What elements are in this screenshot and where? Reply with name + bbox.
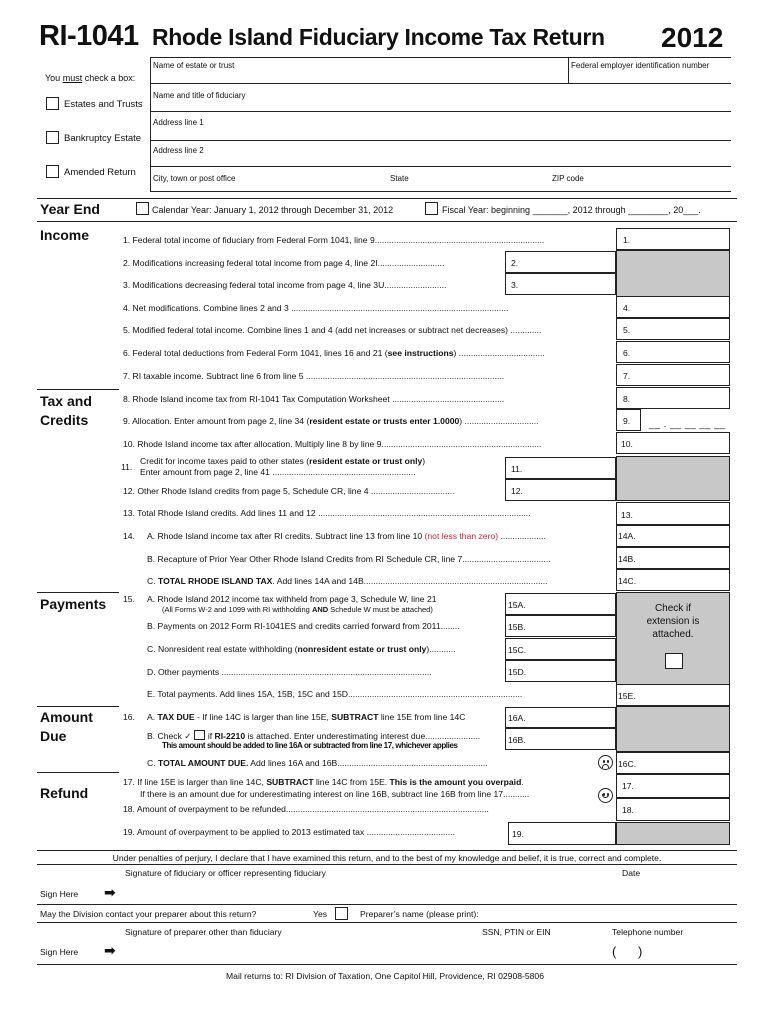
signature-bottom-rule	[37, 964, 737, 965]
telephone-label: Telephone number	[612, 927, 684, 937]
line-2-amount[interactable]	[505, 251, 616, 273]
amended-return-label: Amended Return	[64, 167, 136, 178]
line-17-num: 17.	[622, 781, 634, 791]
preparer-name-field[interactable]	[500, 906, 730, 920]
income-top-rule	[37, 221, 737, 222]
line-2-text: 2. Modifications increasing federal total income from page 4, line 2I............................	[123, 258, 445, 268]
tax-credits-heading-1: Tax and	[40, 393, 92, 409]
fiscal-year-label: Fiscal Year: beginning _______, 2012 through ________, 20___.	[442, 205, 701, 215]
address1-label: Address line 1	[153, 118, 204, 127]
zip-label: ZIP code	[552, 174, 584, 183]
name-of-estate-label: Name of estate or trust	[153, 61, 235, 70]
rule-4	[150, 166, 731, 167]
line-4-amount[interactable]	[616, 296, 730, 318]
fiduciary-signature-label: Signature of fiduciary or officer representing fiduciary	[125, 868, 326, 878]
contact-yes-checkbox[interactable]	[335, 907, 348, 920]
income-heading: Income	[40, 227, 90, 243]
contact-question: May the Division contact your preparer about this return?	[40, 909, 257, 919]
line-15c-num: 15C.	[508, 645, 527, 655]
shaded-area-16ab	[616, 706, 730, 752]
line-13-amount[interactable]	[616, 502, 730, 525]
line-7-num: 7.	[623, 371, 631, 381]
line-5-num: 5.	[623, 325, 631, 335]
fein-field[interactable]	[571, 70, 729, 82]
address-left-border	[150, 57, 151, 191]
line-9-allocation-field[interactable]: __ . __ __ __ __	[649, 419, 726, 430]
name-of-estate-field[interactable]	[152, 70, 566, 82]
line-11-text-2: Enter amount from page 2, line 41 ............................................................	[140, 467, 416, 477]
line-19-num: 19.	[512, 829, 524, 839]
right-arrow-icon: ➡	[104, 942, 116, 958]
line-15d-num: 15D.	[508, 667, 527, 677]
date-label: Date	[622, 868, 641, 878]
bankruptcy-estate-label: Bankruptcy Estate	[64, 133, 142, 144]
line-8-amount[interactable]	[616, 387, 730, 409]
line-15d-text: D. Other payments ........................................................................................	[147, 667, 432, 677]
line-4-num: 4.	[623, 303, 631, 313]
smile-face-icon	[598, 788, 613, 803]
line-13-text: 13. Total Rhode Island credits. Add lines 11 and 12 .........................................................................................	[123, 508, 531, 518]
fiduciary-name-field[interactable]	[152, 99, 730, 110]
line-16a-text: A. TAX DUE - If line 14C is larger than line 15E, SUBTRACT line 15E from line 14C	[147, 712, 466, 722]
line-1-num: 1.	[623, 235, 631, 245]
preparer-signature-label: Signature of preparer other than fiduciary	[125, 927, 282, 937]
line-5-amount[interactable]	[616, 318, 730, 340]
shaded-area-lines-11-12	[616, 456, 730, 501]
form-title: Rhode Island Fiduciary Income Tax Return	[152, 24, 605, 50]
line-14-number: 14.	[123, 531, 135, 541]
state-label: State	[390, 174, 409, 183]
telephone-field[interactable]: ( )	[612, 944, 643, 959]
amount-due-rule	[37, 706, 119, 707]
shaded-area-lines-2-3	[616, 250, 730, 301]
address2-field[interactable]	[152, 154, 730, 165]
rule-2	[150, 111, 731, 112]
line-16c-num: 16C.	[618, 759, 637, 769]
rule-3	[150, 140, 731, 141]
line-4-text: 4. Net modifications. Combine lines 2 and 3 ...........................................................................................	[123, 303, 509, 313]
signature-rule-2	[37, 864, 737, 865]
shaded-area-19	[616, 822, 730, 845]
line-16c-text: C. TOTAL AMOUNT DUE. Add lines 16A and 16B...............................................................	[147, 758, 488, 768]
ssn-ptin-label: SSN, PTIN or EIN	[482, 927, 551, 937]
line-17-text: 17. If line 15E is larger than line 14C, SUBTRACT line 14C from 15E. This is the amount you overpaid.	[123, 777, 524, 787]
line-8-num: 8.	[623, 394, 631, 404]
line-16b-subtext: This amount should be added to line 16A or subtracted from line 17, whichever applies	[162, 741, 458, 750]
payments-heading: Payments	[40, 596, 107, 612]
line-15a-text: A. Rhode Island 2012 income tax withheld from page 3, Schedule W, line 21	[147, 594, 437, 604]
line-11-num: 11.	[511, 464, 523, 474]
extension-note: Check if extension is attached.	[646, 603, 700, 640]
fiduciary-name-label: Name and title of fiduciary	[153, 91, 246, 100]
year-end-rule	[37, 198, 737, 199]
city-label: City, town or post office	[153, 174, 236, 183]
tax-credits-rule	[37, 389, 119, 390]
line-15b-num: 15B.	[508, 622, 526, 632]
line-16a-num: 16A.	[508, 713, 526, 723]
checkbox-prompt: You must check a box:	[45, 73, 136, 83]
sign-here-label-1: Sign Here	[40, 889, 79, 899]
line-15a-num: 15A.	[508, 600, 526, 610]
tax-year: 2012	[661, 22, 724, 53]
line-11-text-1: Credit for income taxes paid to other states (resident estate or trust only)	[140, 456, 426, 466]
line-16b-text: B. Check ✓ if RI-2210 is attached. Enter underestimating interest due.......................	[147, 731, 481, 741]
line-1-text: 1. Federal total income of fiduciary from Federal Form 1041, line 9.......................................................................	[123, 235, 545, 245]
frown-face-icon	[598, 755, 613, 770]
line-12-text: 12. Other Rhode Island credits from page 5, Schedule CR, line 4 ...................................	[123, 486, 455, 496]
header-rule	[150, 57, 731, 58]
line-15a-subtext: (All Forms W-2 and 1099 with RI withholding AND Schedule W must be attached)	[162, 605, 433, 614]
line-10-text: 10. Rhode Island income tax after allocation. Multiply line 8 by line 9...................................................................	[123, 439, 542, 449]
line-15e-num: 15E.	[618, 691, 636, 701]
payments-rule	[37, 592, 119, 593]
signature-rule-4	[37, 922, 737, 923]
line-19-text: 19. Amount of overpayment to be applied to 2013 estimated tax .....................................	[123, 827, 455, 837]
address2-label: Address line 2	[153, 146, 204, 155]
line-15c-text: C. Nonresident real estate withholding (nonresident estate or trust only)...........	[147, 644, 456, 654]
line-2-num: 2.	[511, 258, 519, 268]
bankruptcy-estate-checkbox[interactable]	[46, 131, 59, 144]
fein-divider	[568, 57, 569, 83]
amount-due-heading-2: Due	[40, 728, 67, 744]
right-arrow-icon: ➡	[104, 884, 116, 900]
line-7-text: 7. RI taxable income. Subtract line 6 from line 5 ...................................................................................	[123, 371, 505, 381]
line-10-amount[interactable]	[616, 432, 730, 454]
extension-checkbox[interactable]	[665, 653, 683, 669]
signature-top-rule	[37, 850, 737, 851]
line-3-amount[interactable]	[505, 273, 616, 295]
line-14c-num: 14C.	[618, 576, 637, 586]
line-3-num: 3.	[511, 280, 519, 290]
city-state-zip-field[interactable]	[152, 182, 730, 190]
fiscal-year-checkbox[interactable]	[425, 202, 438, 215]
line-19-amount[interactable]	[508, 822, 616, 845]
line-9-num: 9.	[623, 416, 631, 426]
estates-trusts-checkbox[interactable]	[46, 97, 59, 110]
preparer-name-label: Preparer’s name (please print):	[360, 909, 479, 919]
line-14b-num: 14B.	[618, 554, 636, 564]
line-18-text: 18. Amount of overpayment to be refunded.....................................................................................	[123, 804, 489, 814]
rule-5	[150, 191, 731, 192]
fiduciary-signature-field[interactable]	[125, 880, 605, 902]
fiduciary-date-field[interactable]	[610, 880, 730, 902]
line-15e-text: E. Total payments. Add lines 15A, 15B, 15C and 15D.........................................................................	[147, 689, 523, 699]
line-7-amount[interactable]	[616, 364, 730, 386]
amended-return-checkbox[interactable]	[46, 165, 59, 178]
estates-trusts-label: Estates and Trusts	[64, 99, 143, 110]
amount-due-heading-1: Amount	[40, 709, 93, 725]
form-id: RI-1041	[39, 20, 139, 52]
line-1-amount[interactable]	[616, 228, 730, 250]
line-14a-text: A. Rhode Island income tax after RI credits. Subtract line 13 from line 10 (not less than zero) ...................	[147, 531, 546, 541]
rule-1	[150, 83, 731, 84]
line-9-text: 9. Allocation. Enter amount from page 2, line 34 (resident estate or trusts enter 1.0000) ...............................	[123, 416, 539, 426]
line-17-subtext: If there is an amount due for underestimating interest on line 16B, subtract line 16B from line 17...........	[140, 789, 530, 799]
line-8-text: 8. Rhode Island income tax from RI-1041 Tax Computation Worksheet ...............................................	[123, 394, 505, 404]
line-6-text: 6. Federal total deductions from Federal Form 1041, lines 16 and 21 (see instructions) ....................................	[123, 348, 545, 358]
line-13-num: 13.	[621, 510, 633, 520]
preparer-signature-field[interactable]	[125, 940, 465, 962]
calendar-year-label: Calendar Year: January 1, 2012 through December 31, 2012	[152, 205, 394, 215]
preparer-ssn-field[interactable]	[478, 940, 600, 962]
line-12-num: 12.	[511, 486, 523, 496]
line-14c-text: C. TOTAL RHODE ISLAND TAX. Add lines 14A and 14B.............................................................................	[147, 576, 548, 586]
line-14b-text: B. Recapture of Prior Year Other Rhode Island Credits from RI Schedule CR, line 7.....................................	[147, 554, 551, 564]
line-15b-text: B. Payments on 2012 Form RI-1041ES and credits carried forward from 2011........	[147, 621, 460, 631]
yes-label: Yes	[313, 909, 328, 919]
ri-2210-checkbox[interactable]	[194, 730, 205, 740]
year-end-heading: Year End	[40, 201, 100, 217]
calendar-year-checkbox[interactable]	[136, 202, 149, 215]
line-6-num: 6.	[623, 348, 631, 358]
line-14a-num: 14A.	[618, 531, 636, 541]
fein-label: Federal employer identification number	[571, 61, 710, 70]
line-15-number: 15.	[123, 594, 135, 604]
sign-here-label-2: Sign Here	[40, 947, 79, 957]
line-5-text: 5. Modified federal total income. Combine lines 1 and 4 (add net increases or subtract net decreases) .............	[123, 325, 542, 335]
perjury-declaration: Under penalties of perjury, I declare that I have examined this return, and to the best of my knowledge and belief, it is true, correct and complete.	[112, 853, 662, 863]
signature-rule-3	[37, 904, 737, 905]
refund-heading: Refund	[40, 785, 89, 801]
line-16-number: 16.	[123, 712, 135, 722]
line-16b-num: 16B.	[508, 735, 526, 745]
line-6-amount[interactable]	[616, 341, 730, 363]
line-11-number: 11.	[121, 462, 133, 472]
refund-rule	[37, 772, 119, 773]
address1-field[interactable]	[152, 127, 730, 139]
line-18-num: 18.	[622, 805, 634, 815]
mail-instructions: Mail returns to: RI Division of Taxation, One Capitol Hill, Providence, RI 02908-5806	[226, 971, 544, 981]
line-10-num: 10.	[621, 439, 633, 449]
line-3-text: 3. Modifications decreasing federal total income from page 4, line 3U..........................	[123, 280, 447, 290]
tax-credits-heading-2: Credits	[40, 412, 89, 428]
